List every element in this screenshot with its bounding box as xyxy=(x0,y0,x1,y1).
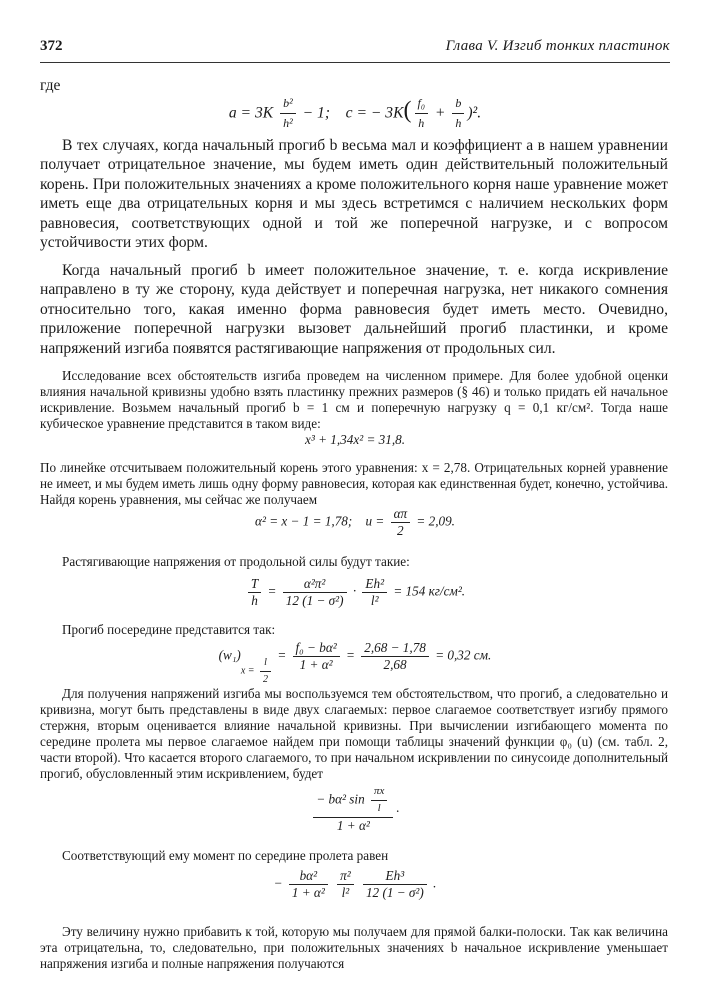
intro-word: где xyxy=(40,77,61,94)
paragraph-8: Соответствующий ему момент по середине пролета равен xyxy=(62,848,389,863)
paragraph-5: Растягивающие напряжения от продольной силы будут такие: xyxy=(62,554,410,569)
equation-tension: $\frac{T}{h}$ = $\frac{\text{α²π²}}{\text{12 (1 − σ²)}}$ · $\frac{\text{Eh²}}{\text{l²}}$ = 154 кг/см². xyxy=(0,576,710,609)
paragraph-7: Для получения напряжений изгиба мы воспользуемся тем обстоятельством, что прогиб, а следовательно и кривизна, могут быть представлены в виде двух слагаемых: первое слагаемое соответствует изгибу прямого стержня, вторым оценивается влияние начальной кривизны. При вычислении изгибающего момента по середине пролета мы первое слагаемое найдем при помощи таблицы значений функции φ₀ (u) (см. табл. 2, части второй). Что касается второго слагаемого, то при начальном искривлении по синусоиде дополнительный прогиб, обусловленный этим искривлением, будет xyxy=(40,686,668,781)
equation-moment: − $\frac{\text{bα²}}{\text{1 + α²}}$ $\frac{\text{π²}}{\text{l²}}$ $\frac{\text{Eh³}}{\text{12 (1 − σ²)}}$ . xyxy=(273,868,437,900)
paragraph-3: Исследование всех обстоятельств изгиба проведем на численном примере. Для более удобной оценки влияния начальной кривизны удобно взять пластинку прежних размеров (§ 46) и только придать ей начальное искривление. Возьмем начальный прогиб b = 1 см и поперечную нагрузку q = 0,1 кг/см². Тогда наше кубическое уравнение представится в таком виде: xyxy=(40,368,668,431)
paragraph-9: Эту величину нужно прибавить к той, которую мы получаем для прямой балки-полоски. Так как величина эта отрицательна, то, следовательно, при положительных значениях b начальное искривление уменьшает напряжения изгиба и полные напряжения получаются xyxy=(40,924,668,971)
page-number: 372 xyxy=(40,38,63,54)
equation-a-c: a = 3K $\frac{\text{b²}}{\text{h²}}$ − 1; c = − 3K( $\frac{\text{f₀}}{h}$ + $\frac{b}{h}$ )². xyxy=(228,96,482,131)
equation-deflection: (w₁)x = $\frac{l}{2}$ = $\frac{\text{f₀ − bα²}}{\text{1 + α²}}$ = $\frac{2,68 - 1,78}{2,68}$ = 0,32 см. xyxy=(218,640,492,685)
running-header xyxy=(40,36,670,63)
paragraph-2: Когда начальный прогиб b имеет положительное значение, т. е. когда искривление направлено в ту же сторону, куда действует и поперечная нагрузка, нет никакого сомнения относительно того, какая именно форма равновесия будет иметь место. Очевидно, приложение поперечной нагрузки вызовет дальнейший прогиб пластинки, и кроме напряжений изгиба появятся растягивающие напряжения от продольных сил. xyxy=(40,262,668,357)
paragraph-1: В тех случаях, когда начальный прогиб b весьма мал и коэффициент a в нашем уравнении получает отрицательное значение, мы будем иметь один действительный положительный корень. При положительных значениях a кроме положительного корня наше уравнение может иметь еще два отрицательных корня и мы здесь встретимся с наличием нескольких форм равновесия, соответствующих одной и той же поперечной нагрузке, и с вопросом устойчивости этих форм. xyxy=(40,137,668,252)
equation-alpha-u: α² = x − 1 = 1,78; u = $\frac{\alpha\pi}{2}$ = 2,09. xyxy=(255,506,455,538)
equation-additional-deflection: − bα² sin $\frac{\pi x}{l}$ 1 + α² . xyxy=(0,784,710,834)
paragraph-6: Прогиб посередине представится так: xyxy=(62,622,276,637)
paragraph-4: По линейке отсчитываем положительный корень этого уравнения: x = 2,78. Отрицательных корней уравнение не имеет, и мы будем иметь лишь одну форму равновесия, которая как единственная будет, конечно, устойчива. Найдя корень уравнения, мы сейчас же получаем xyxy=(40,460,668,507)
equation-cubic: x³ + 1,34x² = 31,8. xyxy=(304,432,406,447)
chapter-title: Глава V. Изгиб тонких пластинок xyxy=(445,38,670,54)
